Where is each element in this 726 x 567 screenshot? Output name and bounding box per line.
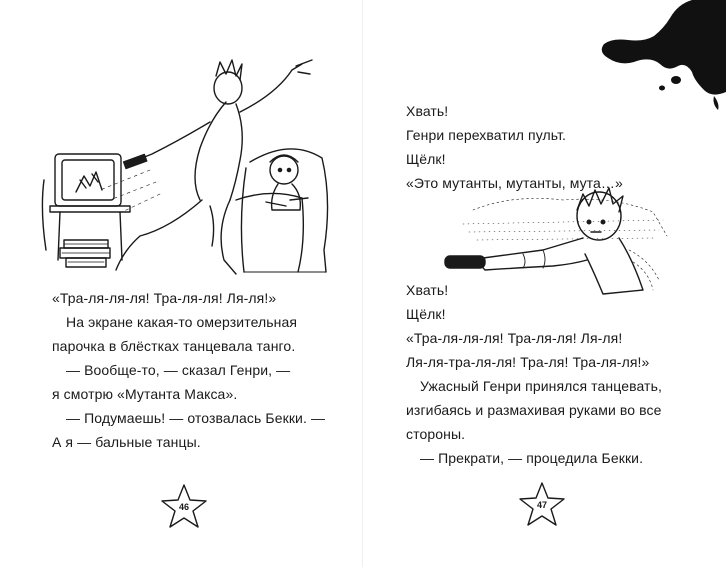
paragraph-line: Хвать! xyxy=(406,103,449,119)
paragraph-line: изгибаясь и размахивая руками во все xyxy=(406,402,662,418)
page-number: 47 xyxy=(536,500,547,510)
page-number-star-left xyxy=(160,483,208,529)
paragraph-line: — Подумаешь! — отозвалась Бекки. — xyxy=(66,410,326,426)
paragraph-line: Хвать! xyxy=(406,282,449,298)
paragraph-line: Щёлк! xyxy=(406,151,446,167)
paragraph-line: — Вообще-то, — сказал Генри, — xyxy=(66,362,291,378)
paragraph-line: Щёлк! xyxy=(406,306,446,322)
ink-splat-decoration xyxy=(594,0,726,115)
left-page-text xyxy=(52,286,325,454)
paragraph-line: Генри перехватил пульт. xyxy=(406,127,567,143)
paragraph-line: я смотрю «Мутанта Макса». xyxy=(52,386,238,402)
paragraph-line: На экране какая-то омерзительная xyxy=(66,314,298,330)
right-page xyxy=(363,0,726,567)
paragraph-line: Ля-ля-тра-ля-ля! Тра-ля! Тра-ля-ля!» xyxy=(406,354,650,370)
paragraph-line: «Это мутанты, мутанты, мута…» xyxy=(406,175,623,191)
paragraph-line: — Прекрати, — процедила Бекки. xyxy=(420,450,644,466)
paragraph-line: Ужасный Генри принялся танцевать, xyxy=(420,378,662,394)
paragraph-line: «Тра-ля-ля-ля! Тра-ля-ля! Ля-ля!» xyxy=(52,290,277,306)
paragraph-line: стороны. xyxy=(406,426,466,442)
paragraph-line: парочка в блёстках танцевала танго. xyxy=(52,338,296,354)
right-page-bottom-text xyxy=(406,278,662,470)
page-number: 46 xyxy=(178,502,189,512)
page-number-star-right xyxy=(518,481,566,527)
dancing-scene-illustration xyxy=(40,50,340,280)
paragraph-line: «Тра-ля-ля-ля! Тра-ля-ля! Ля-ля! xyxy=(406,330,623,346)
paragraph-line: А я — бальные танцы. xyxy=(52,434,201,450)
